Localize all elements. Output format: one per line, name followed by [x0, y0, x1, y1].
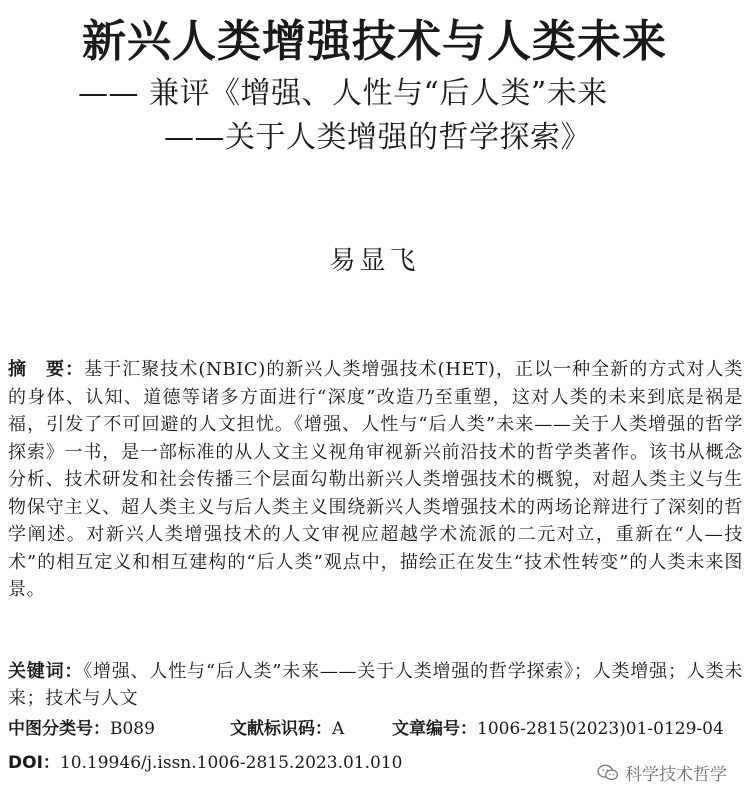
article-subtitle-line1: —— 兼评《增强、人性与“后人类”未来 [78, 76, 608, 111]
doi-value[interactable]: 10.19946/j.issn.1006-2815.2023.01.010 [59, 753, 403, 773]
article-no-value: 1006-2815(2023)01-0129-04 [477, 719, 724, 739]
wechat-watermark [597, 760, 727, 785]
clc-value: B089 [110, 719, 155, 739]
keywords-label: 关键词： [8, 661, 84, 682]
article-no-item [392, 716, 724, 742]
title-block [0, 0, 749, 180]
doc-code-label: 文献标识码： [230, 719, 332, 739]
abstract-section [8, 356, 743, 604]
wechat-icon [597, 764, 619, 782]
doc-code-value: A [332, 719, 345, 739]
doc-code-item [230, 716, 344, 742]
article-title: 新兴人类增强技术与人类未来 [82, 16, 667, 67]
watermark-text: 科学技术哲学 [625, 765, 727, 785]
doi-label: DOI： [8, 753, 60, 773]
article-subtitle-line2: ——关于人类增强的哲学探索》 [164, 120, 591, 155]
abstract-text: 基于汇聚技术(NBIC)的新兴人类增强技术(HET)，正以一种全新的方式对人类的身体、认知、道德等诸多方面进行“深度”改造乃至重塑，这对人类的未来到底是祸是福，引发了不可回避的人文担忧。《增强、人性与“后人类”未来——关于人类增强的哲学探索》一书，是一部标准的从人文主义视角审视新兴前沿技术的哲学类著作。该书从概念分析、技术研发和社会传播三个层面勾勒出新兴人类增强技术的概貌，对超人类主义与生物保守主义、超人类主义与后人类主义围绕新兴人类增强技术的两场论辩进行了深刻的哲学阐述。对新兴人类增强技术的人文审视应超越学术流派的二元对立，重新在“人—技术”的相互定义和相互建构的“后人类”观点中，描绘正在发生“技术性转变”的人类未来图景。 [8, 359, 743, 600]
clc-item [8, 716, 155, 742]
keywords-text: 《增强、人性与“后人类”未来——关于人类增强的哲学探索》；人类增强；人类未来；技术与人文 [8, 661, 743, 709]
keywords-section [8, 658, 743, 712]
clc-label: 中图分类号： [8, 719, 110, 739]
author-name: 易显飞 [329, 246, 420, 276]
article-no-label: 文章编号： [392, 719, 477, 739]
doi-row [8, 750, 402, 776]
abstract-label: 摘 要： [8, 359, 85, 380]
